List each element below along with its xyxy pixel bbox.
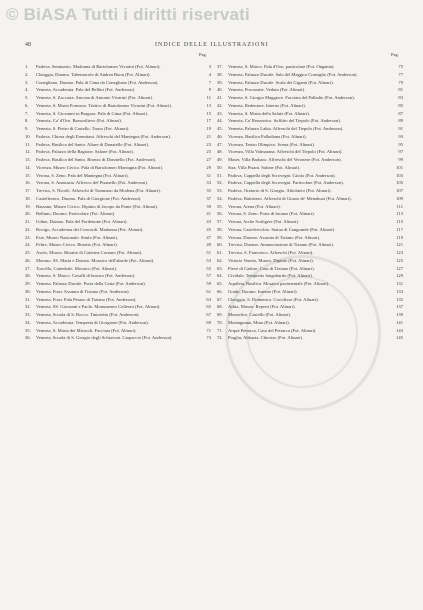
list-item — [25, 149, 211, 155]
entry-number: 48. — [217, 149, 223, 155]
entry-text: Verona, S. Anastasia. Affresco del Pisanello (Fot. Anderson). — [36, 180, 148, 186]
list-item — [217, 64, 403, 70]
list-item — [25, 188, 211, 194]
entry-page: 19 — [206, 126, 211, 131]
list-item — [217, 227, 403, 233]
entry-page: 39 — [206, 203, 211, 209]
list-item — [217, 165, 403, 171]
entry-number: 45. — [217, 126, 223, 131]
entry-page: 27 — [206, 157, 211, 162]
entry-text: Venezia, S. Pietro di Castello. Trono (Fot. Alinari). — [36, 126, 130, 131]
entry-number: 41. — [217, 95, 223, 100]
entry-page: 59 — [206, 281, 211, 286]
entry-number: 15. — [25, 172, 31, 178]
entry-text: Stra, Villa Pisani. Salone (Fot. Alinari). — [228, 164, 301, 170]
list-item — [217, 118, 403, 124]
watermark: © BiASA Tutti i diritti riservati — [6, 5, 250, 24]
entry-text: Venezia, Scuola di S. Giorgio degli Schiavoni. Carpaccio (Fot. Anderson). — [36, 335, 173, 341]
entry-page: 127 — [396, 265, 403, 271]
entry-number: 35. — [25, 327, 31, 333]
list-item — [25, 72, 211, 78]
list-item — [25, 250, 211, 256]
entry-page: 93 — [398, 133, 403, 139]
entry-page: 13 — [206, 102, 211, 108]
list-item — [25, 266, 211, 272]
entry-number: 11. — [25, 141, 31, 147]
entry-text: Vicenza, Basilica Palladiana (Fot. Alinari). — [228, 133, 307, 139]
entry-page: 3 — [208, 64, 211, 69]
entry-number: 67. — [217, 296, 223, 302]
entry-number: 56. — [217, 211, 223, 217]
entry-number: 44. — [217, 118, 223, 124]
entry-number: 2. — [25, 71, 29, 77]
entry-page: 29 — [206, 164, 211, 170]
entry-page: 51 — [206, 250, 211, 255]
entry-number: 30. — [25, 288, 31, 294]
list-item — [25, 304, 211, 310]
entry-page: 125 — [396, 257, 403, 263]
list-item — [25, 111, 211, 117]
entry-number: 19. — [25, 203, 31, 209]
list-item — [25, 134, 211, 140]
entry-number: 61. — [217, 250, 223, 255]
entry-page: 45 — [206, 226, 211, 232]
left-column — [25, 64, 211, 600]
entry-number: 42. — [217, 102, 223, 108]
list-item — [217, 196, 403, 202]
entry-number: 71. — [217, 327, 223, 333]
entry-number: 72. — [217, 335, 223, 341]
entry-number: 9. — [25, 126, 29, 131]
entry-text: Treviso, Duomo. Annunciazione di Tiziano (Fot. Alinari). — [228, 242, 334, 248]
list-item — [217, 266, 403, 272]
entry-number: 24. — [25, 242, 31, 248]
entry-text: Chioggia, Duomo. Tabernacolo di Andrea Buon (Fot. Alinari). — [36, 71, 151, 77]
entry-text: Monselice, Castello (Fot. Alinari). — [228, 312, 292, 317]
entry-number: 53. — [217, 188, 223, 193]
entry-number: 18. — [25, 195, 31, 201]
left-pag-heading: Pag. — [199, 52, 207, 57]
entry-text: Padova, Basilica del Santo. Altare di Donatello (Fot. Alinari). — [36, 141, 150, 147]
entry-page: 57 — [206, 273, 211, 279]
entry-page: 71 — [206, 327, 211, 333]
list-item — [217, 297, 403, 303]
entry-page: 119 — [396, 234, 403, 240]
entry-page: 75 — [398, 64, 403, 69]
entry-text: Venezia, Frari. Pala Pesaro di Tiziano (Fot. Anderson). — [36, 296, 137, 302]
list-item — [25, 165, 211, 171]
entry-page: 33 — [206, 180, 211, 186]
entry-page: 133 — [396, 288, 403, 294]
entry-text: Padova, Chiesa degli Eremitani. Affreschi del Mantegna (Fot. Anderson). — [36, 133, 171, 139]
entry-text: Padova, Palazzo della Ragione. Salone (Fot. Alinari). — [36, 149, 134, 155]
entry-page: 63 — [206, 296, 211, 302]
entry-number: 66. — [217, 288, 223, 294]
entry-text: Rovigo, Accademia dei Concordi. Madonna (Fot. Alinari). — [36, 226, 144, 232]
entry-page: 111 — [396, 203, 403, 209]
list-item — [217, 80, 403, 86]
entry-text: Aquileia, Basilica. Mosaico pavimentale (Fot. Alinari). — [228, 281, 330, 286]
entry-text: Venezia, Ca' Rezzonico. Soffitto del Tiepolo (Fot. Anderson). — [228, 118, 341, 124]
list-item — [25, 289, 211, 295]
list-item — [217, 188, 403, 194]
entry-page: 55 — [206, 265, 211, 271]
list-item — [217, 180, 403, 186]
entry-text: Venezia, Ca' d'Oro. Bassorilievo (Fot. Alinari). — [36, 118, 122, 124]
entry-text: Chioggia, S. Domenico. Crocifisso (Fot. Alinari). — [228, 296, 319, 302]
entry-page: 37 — [206, 195, 211, 201]
entry-text: Venezia, Accademia. Tempesta di Giorgione (Fot. Anderson). — [36, 319, 149, 325]
entry-number: 49. — [217, 157, 223, 162]
entry-text: Torcello, Cattedrale. Mosaico (Fot. Alinari). — [36, 265, 118, 271]
entry-number: 70. — [217, 319, 223, 325]
entry-page: 49 — [206, 242, 211, 248]
list-item — [25, 204, 211, 210]
list-item — [217, 173, 403, 179]
entry-text: Venezia, Accademia. Pala del Bellini (Fot. Anderson). — [36, 87, 136, 93]
entry-number: 34. — [25, 319, 31, 325]
entry-page: 7 — [208, 79, 211, 85]
list-item — [217, 103, 403, 109]
entry-number: 5. — [25, 95, 29, 100]
entry-number: 17. — [25, 188, 31, 193]
entry-page: 137 — [396, 304, 403, 310]
entry-number: 28. — [25, 273, 31, 279]
entry-page: 15 — [206, 110, 211, 116]
entry-text: Belluno, Duomo. Particolare (Fot. Alinari). — [36, 211, 116, 217]
entry-number: 54. — [217, 195, 223, 201]
entry-text: Conegliano, Duomo. Pala di Cima da Conegliano (Fot. Anderson). — [36, 79, 159, 85]
entry-number: 68. — [217, 304, 223, 310]
entry-page: 21 — [206, 133, 211, 139]
entry-page: 69 — [206, 319, 211, 325]
list-item — [217, 111, 403, 117]
entry-number: 33. — [25, 312, 31, 317]
entry-text: Cividale, Tempietto longobardo (Fot. Alinari). — [228, 273, 313, 279]
entry-number: 29. — [25, 281, 31, 286]
list-item — [25, 95, 211, 101]
entry-number: 26. — [25, 257, 31, 263]
entry-page: 85 — [398, 102, 403, 108]
entry-page: 61 — [206, 288, 211, 294]
entry-text: Este, Museo Nazionale. Situla (Fot. Alinari). — [36, 234, 119, 240]
entry-text: Vittorio Veneto, Museo. Dipinto (Fot. Alinari). — [228, 257, 314, 263]
list-item — [25, 118, 211, 124]
entry-text: Verona, Castelvecchio. Statua di Cangrande (Fot. Alinari). — [228, 226, 336, 232]
entry-text: Venezia, S. Giorgio Maggiore. Facciata del Palladio (Fot. Anderson). — [228, 95, 355, 100]
entry-text: Vicenza, Museo Civico. Pala di Bartolomeo Montagna (Fot. Alinari). — [36, 164, 164, 170]
entry-page: 123 — [396, 250, 403, 255]
list-item — [217, 134, 403, 140]
entry-page: 139 — [396, 312, 403, 317]
entry-number: 10. — [25, 133, 31, 139]
list-item — [25, 281, 211, 287]
entry-text: Venezia, Palazzo Ducale. Scala dei Giganti (Fot. Alinari). — [228, 79, 334, 85]
list-item — [25, 196, 211, 202]
entry-number: 63. — [217, 265, 223, 271]
entry-text: Praglia, Abbazia. Chiostro (Fot. Alinari). — [228, 335, 304, 341]
list-item — [217, 126, 403, 132]
entry-text: Venezia, Palazzo Ducale. Sala del Maggior Consiglio (Fot. Anderson). — [228, 71, 358, 77]
entry-number: 50. — [217, 164, 223, 170]
entry-page: 47 — [206, 234, 211, 240]
entry-text: Venezia, Scuola di S. Rocco. Tintoretto (Fot. Anderson). — [36, 312, 140, 317]
entry-text: Vicenza, Villa Valmarana. Affreschi del Tiepolo (Fot. Alinari). — [228, 149, 343, 155]
column-headings — [25, 52, 403, 60]
list-item — [217, 87, 403, 93]
list-item — [217, 304, 403, 310]
entry-page: 109 — [396, 195, 403, 201]
entry-text: Verona, S. Zeno. Porta di bronzo (Fot. Alinari). — [228, 211, 315, 217]
entry-number: 6. — [25, 102, 29, 108]
entry-page: 9 — [208, 87, 211, 93]
entry-text: Arquà Petrarca, Casa del Petrarca (Fot. Alinari). — [228, 327, 317, 333]
list-item — [25, 297, 211, 303]
entry-number: 69. — [217, 312, 223, 317]
page-number: 48 — [25, 42, 31, 48]
entry-number: 39. — [217, 79, 223, 85]
entry-text: Venezia, Palazzo Ducale. Porta della Carta (Fot. Anderson). — [36, 281, 146, 286]
entry-text: Venezia, S. Maria della Salute (Fot. Alinari). — [228, 110, 310, 116]
entry-text: Treviso, S. Nicolò. Affreschi di Tommaso da Modena (Fot. Alinari). — [36, 188, 161, 193]
list-item — [25, 126, 211, 132]
list-item — [25, 211, 211, 217]
entry-page: 141 — [396, 319, 403, 325]
entry-number: 7. — [25, 110, 29, 116]
entry-page: 53 — [206, 257, 211, 263]
entry-text: Udine, Duomo. Pala del Pordenone (Fot. Alinari). — [36, 219, 128, 224]
entry-text: Padova, Battistero. Affreschi di Giusto de' Menabuoi (Fot. Alinari). — [228, 195, 352, 201]
list-item — [217, 235, 403, 241]
right-pag-heading: Pag. — [391, 52, 399, 57]
list-item — [217, 242, 403, 248]
entry-number: 55. — [217, 203, 223, 209]
entry-text: Murano, SS. Maria e Donato. Mosaico dell'abside (Fot. Alinari). — [36, 257, 155, 263]
entry-text: Venezia, Frari. Assunta di Tiziano (Fot. Anderson). — [36, 288, 130, 294]
entry-page: 81 — [398, 87, 403, 93]
entry-page: 113 — [396, 211, 403, 217]
entry-page: 117 — [396, 226, 403, 232]
list-item — [217, 281, 403, 287]
entry-number: 25. — [25, 250, 31, 255]
entry-text: Bassano, Museo Civico. Dipinto di Jacopo da Ponte (Fot. Alinari). — [36, 203, 159, 209]
entry-page: 107 — [396, 188, 403, 193]
entry-page: 129 — [396, 273, 403, 279]
entry-text: Venezia, S. Marco. Pala d'Oro, particolare (Fot. Ongania). — [228, 64, 335, 69]
entry-page: 67 — [206, 312, 211, 317]
list-item — [217, 289, 403, 295]
entry-text: Venezia, Procuratie. Veduta (Fot. Alinari). — [228, 87, 306, 93]
list-item — [25, 64, 211, 70]
entry-number: 13. — [25, 157, 31, 162]
list-item — [217, 273, 403, 279]
entry-text: Venezia, Redentore. Interno (Fot. Alinari). — [228, 102, 306, 108]
list-item — [25, 219, 211, 225]
entry-number: 65. — [217, 281, 223, 286]
entry-text: Padova, Cappella degli Scrovegni. Particolare (Fot. Anderson). — [228, 180, 344, 186]
entry-page: 115 — [396, 219, 403, 224]
entry-page: 91 — [398, 126, 403, 131]
list-item — [217, 335, 403, 341]
entry-page: 135 — [396, 296, 403, 302]
entry-page: 97 — [398, 149, 403, 155]
entry-number: 37. — [217, 64, 223, 69]
list-item — [25, 312, 211, 318]
list-item — [25, 320, 211, 326]
entry-page: 143 — [396, 327, 403, 333]
entry-number: 38. — [217, 71, 223, 77]
entry-page: 25 — [206, 149, 211, 155]
entry-page: 95 — [398, 141, 403, 147]
entry-number: 16. — [25, 180, 31, 186]
entry-text: Vicenza, Teatro Olimpico. Scena (Fot. Alinari). — [228, 141, 315, 147]
entry-text: Feltre, Museo Civico. Ritratto (Fot. Alinari). — [36, 242, 118, 248]
entry-number: 40. — [217, 87, 223, 93]
entry-text: Adria, Museo. Reperti (Fot. Alinari). — [228, 304, 296, 310]
list-item — [217, 320, 403, 326]
entry-text: Grado, Duomo. Interno (Fot. Alinari). — [228, 288, 298, 294]
entry-page: 31 — [206, 172, 211, 178]
list-item — [25, 258, 211, 264]
entry-page: 83 — [398, 95, 403, 100]
entry-text: Montagnana, Mura (Fot. Alinari). — [228, 319, 290, 325]
entry-number: 64. — [217, 273, 223, 279]
list-item — [25, 142, 211, 148]
entry-page: 43 — [206, 219, 211, 224]
list-item — [217, 72, 403, 78]
entry-number: 31. — [25, 296, 31, 302]
entry-number: 43. — [217, 110, 223, 116]
entry-page: 17 — [206, 118, 211, 124]
right-column — [217, 64, 403, 600]
entry-number: 23. — [25, 234, 31, 240]
entry-page: 145 — [396, 335, 403, 341]
entry-number: 59. — [217, 234, 223, 240]
list-item — [25, 180, 211, 186]
list-item — [25, 87, 211, 93]
list-item — [217, 211, 403, 217]
page-header — [25, 40, 403, 52]
entry-number: 58. — [217, 226, 223, 232]
entry-text: Padova, Cappella degli Scrovegni. Giotto (Fot. Anderson). — [228, 172, 336, 178]
entry-page: 79 — [398, 79, 403, 85]
entry-text: Pieve di Cadore, Casa di Tiziano (Fot. Alinari). — [228, 265, 315, 271]
entry-text: Venezia, S. Zaccaria. Ancona di Antonio Vivarini (Fot. Alinari). — [36, 95, 154, 100]
list-item — [25, 80, 211, 86]
entry-number: 3. — [25, 79, 29, 85]
entry-text: Maser, Villa Barbaro. Affreschi del Veronese (Fot. Anderson). — [228, 157, 342, 162]
list-item — [25, 328, 211, 334]
list-item — [25, 173, 211, 179]
entry-page: 41 — [206, 211, 211, 217]
list-item — [25, 157, 211, 163]
list-item — [217, 204, 403, 210]
entry-number: 32. — [25, 304, 31, 310]
entry-number: 60. — [217, 242, 223, 248]
list-item — [217, 312, 403, 318]
entry-page: 121 — [396, 242, 403, 248]
entry-text: Verona, Arena (Fot. Alinari). — [228, 203, 281, 209]
entry-page: 4 — [208, 71, 211, 77]
entry-text: Venezia, S. Marco. Cavalli di bronzo (Fot. Anderson). — [36, 273, 136, 279]
entry-number: 62. — [217, 257, 223, 263]
document-page — [25, 40, 403, 600]
entry-page: 35 — [206, 188, 211, 193]
entry-number: 52. — [217, 180, 223, 186]
list-item — [25, 235, 211, 241]
entry-page: 87 — [398, 110, 403, 116]
entry-number: 46. — [217, 133, 223, 139]
entry-page: 65 — [206, 304, 211, 310]
entry-number: 57. — [217, 219, 223, 224]
entry-text: Castelfranco, Duomo. Pala di Giorgione (Fot. Anderson). — [36, 195, 142, 201]
entry-page: 103 — [396, 172, 403, 178]
list-item — [25, 335, 211, 341]
entry-number: 8. — [25, 118, 29, 124]
entry-number: 22. — [25, 226, 31, 232]
entry-text: Venezia, SS. Giovanni e Paolo. Monumento Colleoni (Fot. Alinari). — [36, 304, 161, 310]
entry-text: Venezia, Palazzo Labia. Affreschi del Tiepolo (Fot. Anderson). — [228, 126, 344, 131]
entry-page: 73 — [206, 335, 211, 341]
entry-number: 21. — [25, 219, 31, 224]
entry-number: 51. — [217, 172, 223, 178]
entry-text: Asolo, Museo. Ritratto di Caterina Cornaro (Fot. Alinari). — [36, 250, 143, 255]
list-item — [217, 142, 403, 148]
list-item — [217, 250, 403, 256]
entry-text: Padova, Oratorio di S. Giorgio. Altichiero (Fot. Alinari). — [228, 188, 332, 193]
entry-text: Padova, Basilica del Santo. Bronzo di Donatello (Fot. Anderson). — [36, 157, 157, 162]
entry-page: 99 — [398, 157, 403, 162]
entry-page: 131 — [396, 281, 403, 286]
entry-number: 36. — [25, 335, 31, 341]
entry-number: 4. — [25, 87, 29, 93]
entry-page: 77 — [398, 71, 403, 77]
entry-number: 20. — [25, 211, 31, 217]
entry-text: Venezia, S. Maria dei Miracoli. Facciata (Fot. Alinari). — [36, 327, 137, 333]
list-item — [217, 328, 403, 334]
entry-number: 14. — [25, 164, 31, 170]
entry-text: Venezia, S. Giovanni in Bragora. Pala di Cima (Fot. Alinari). — [36, 110, 149, 116]
entry-number: 47. — [217, 141, 223, 147]
entry-text: Verona, Duomo. Assunta di Tiziano (Fot. Alinari). — [228, 234, 321, 240]
entry-number: 27. — [25, 265, 31, 271]
entry-text: Venezia, S. Maria Formosa. Trittico di Bartolomeo Vivarini (Fot. Alinari). — [36, 102, 172, 108]
list-item — [217, 219, 403, 225]
running-title: INDICE DELLE ILLUSTRAZIONI — [155, 42, 269, 48]
entry-text: Padova, Seminario. Madonna di Bartolomeo Vivarini (Fot. Alinari). — [36, 64, 161, 69]
list-item — [217, 157, 403, 163]
entry-text: Treviso, S. Francesco. Affreschi (Fot. Alinari). — [228, 250, 314, 255]
list-item — [25, 242, 211, 248]
entry-page: 89 — [398, 118, 403, 124]
entry-page: 105 — [396, 180, 403, 186]
list-item — [217, 258, 403, 264]
list-item — [25, 227, 211, 233]
list-item — [217, 95, 403, 101]
list-item — [25, 273, 211, 279]
entry-text: Verona, Arche Scaligere (Fot. Alinari). — [228, 219, 300, 224]
entry-page: 11 — [206, 95, 211, 100]
entry-number: 1. — [25, 64, 29, 69]
entry-number: 12. — [25, 149, 31, 155]
entry-text: Verona, S. Zeno. Pala del Mantegna (Fot. Alinari). — [36, 172, 129, 178]
entry-page: 101 — [396, 164, 403, 170]
entry-page: 23 — [206, 141, 211, 147]
list-item — [25, 103, 211, 109]
list-item — [217, 149, 403, 155]
